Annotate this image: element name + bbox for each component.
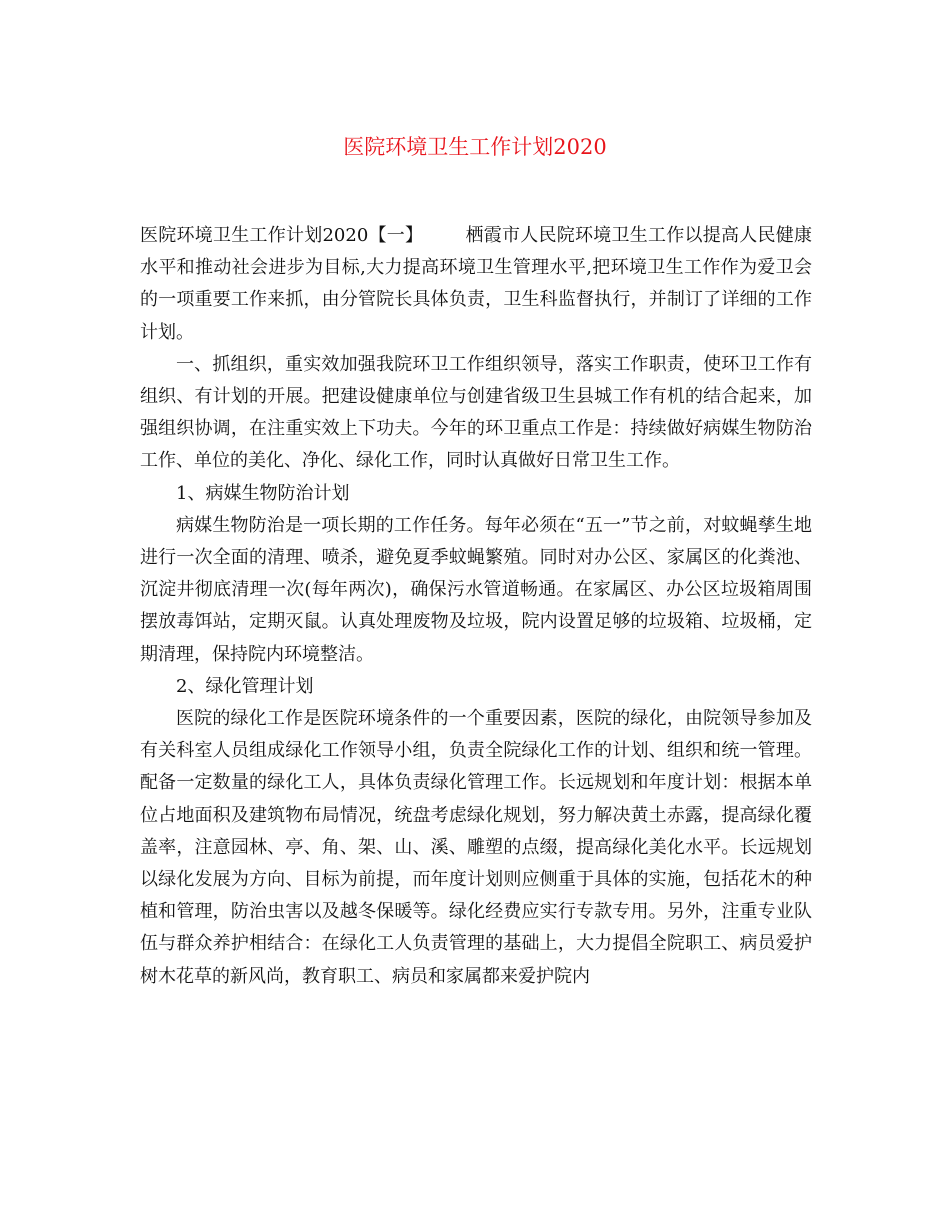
paragraph-intro bbox=[140, 220, 812, 349]
intro-lead: 医院环境卫生工作计划2020【一】 bbox=[140, 225, 424, 246]
document-body bbox=[140, 220, 812, 993]
document-title: 医院环境卫生工作计划2020 bbox=[343, 135, 607, 159]
intro-text: 栖霞市人民院环境卫生工作以提高人民健康水平和推动社会进步为目标,大力提高环境卫生管理水平,把环境卫生工作作为爱卫会的一项重要工作来抓，由分管院长具体负责，卫生科监督执行，并制订了详细的工作计划。 bbox=[140, 225, 812, 343]
section-heading-greening: 2、绿化管理计划 bbox=[176, 675, 314, 697]
paragraph-vector-control: 病媒生物防治是一项长期的工作任务。每年必须在“五一”节之前，对蚊蝇孳生地进行一次全面的清理、喷杀，避免夏季蚊蝇繁殖。同时对办公区、家属区的化粪池、沉淀井彻底清理一次(每年两次)，确保污水管道畅通。在家属区、办公区垃圾箱周围摆放毒饵站，定期灭鼠。认真处理废物及垃圾，院内设置足够的垃圾箱、垃圾桶，定期清理，保持院内环境整洁。 bbox=[140, 514, 812, 665]
section-heading-vector-control: 1、病媒生物防治计划 bbox=[176, 482, 350, 504]
paragraph-greening: 医院的绿化工作是医院环境条件的一个重要因素，医院的绿化，由院领导参加及有关科室人员组成绿化工作领导小组，负责全院绿化工作的计划、组织和统一管理。配备一定数量的绿化工人，具体负责绿化管理工作。长远规划和年度计划：根据本单位占地面积及建筑物布局情况，统盘考虑绿化规划，努力解决黄土赤露，提高绿化覆盖率，注意园林、亭、角、架、山、溪、雕塑的点缀，提高绿化美化水平。长远规划以绿化发展为方向、目标为前提，而年度计划则应侧重于具体的实施，包括花木的种植和管理，防治虫害以及越冬保暖等。绿化经费应实行专款专用。另外，注重专业队伍与群众养护相结合：在绿化工人负责管理的基础上，大力提倡全院职工、病员爱护树木花草的新风尚，教育职工、病员和家属都来爱护院内 bbox=[140, 708, 812, 987]
paragraph-organization: 一、抓组织，重实效加强我院环卫工作组织领导，落实工作职责，使环卫工作有组织、有计划的开展。把建设健康单位与创建省级卫生县城工作有机的结合起来，加强组织协调，在注重实效上下功夫。今年的环卫重点工作是：持续做好病媒生物防治工作、单位的美化、净化、绿化工作，同时认真做好日常卫生工作。 bbox=[140, 353, 812, 472]
